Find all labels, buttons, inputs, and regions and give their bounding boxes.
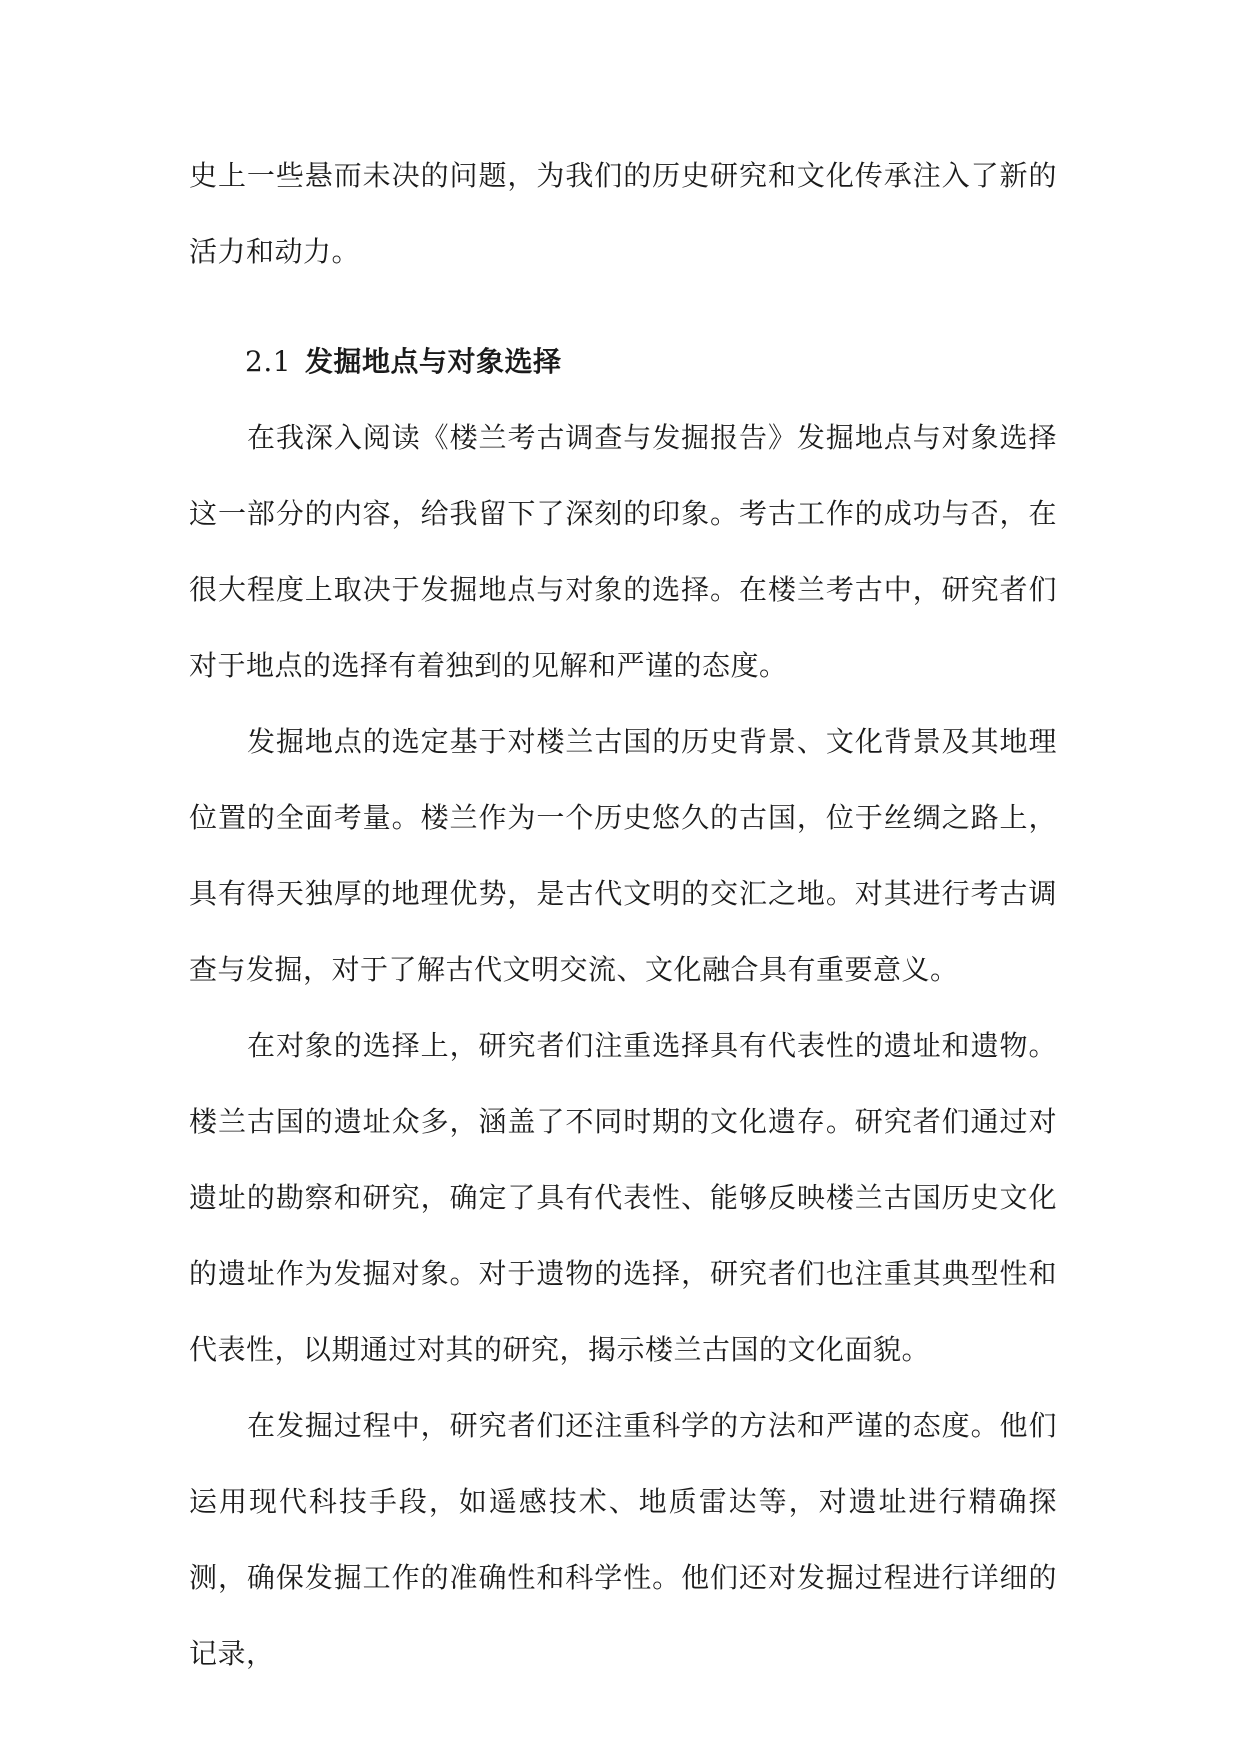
section-heading xyxy=(189,324,1057,400)
body-paragraph-4: 在发掘过程中，研究者们还注重科学的方法和严谨的态度。他们运用现代科技手段，如遥感技术、地质雷达等，对遗址进行精确探测，确保发掘工作的准确性和科学性。他们还对发掘过程进行详细的记录， xyxy=(189,1409,1057,1670)
body-paragraph-1: 在我深入阅读《楼兰考古调查与发掘报告》发掘地点与对象选择这一部分的内容，给我留下了深刻的印象。考古工作的成功与否，在很大程度上取决于发掘地点与对象的选择。在楼兰考古中，研究者们对于地点的选择有着独到的见解和严谨的态度。 xyxy=(189,421,1057,682)
page-content xyxy=(189,138,1057,1692)
continuation-paragraph: 史上一些悬而未决的问题，为我们的历史研究和文化传承注入了新的活力和动力。 xyxy=(189,159,1057,268)
body-paragraph-2: 发掘地点的选定基于对楼兰古国的历史背景、文化背景及其地理位置的全面考量。楼兰作为一个历史悠久的古国，位于丝绸之路上，具有得天独厚的地理优势，是古代文明的交汇之地。对其进行考古调查与发掘，对于了解古代文明交流、文化融合具有重要意义。 xyxy=(189,725,1057,986)
section-title: 发掘地点与对象选择 xyxy=(305,345,562,378)
section-number: 2.1 xyxy=(245,345,292,378)
body-paragraph-3: 在对象的选择上，研究者们注重选择具有代表性的遗址和遗物。楼兰古国的遗址众多，涵盖了不同时期的文化遗存。研究者们通过对遗址的勘察和研究，确定了具有代表性、能够反映楼兰古国历史文化的遗址作为发掘对象。对于遗物的选择，研究者们也注重其典型性和代表性，以期通过对其的研究，揭示楼兰古国的文化面貌。 xyxy=(189,1029,1057,1366)
